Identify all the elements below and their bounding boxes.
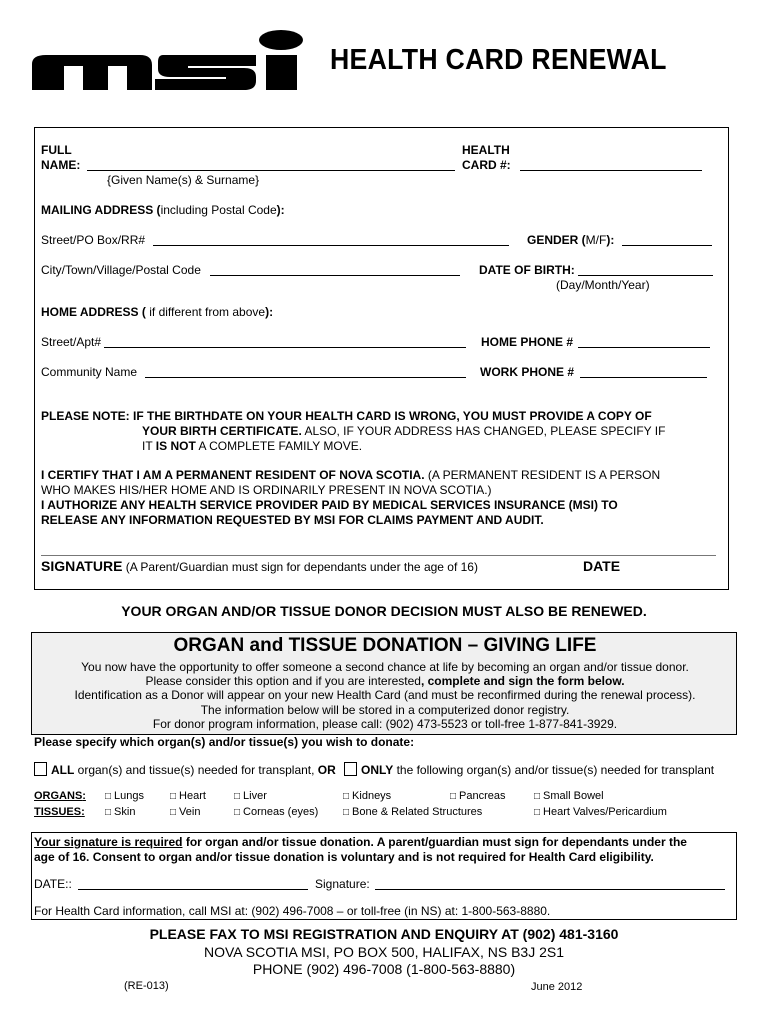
city-field[interactable]	[210, 264, 460, 276]
full-name-field[interactable]	[87, 159, 455, 171]
note-birth-cert: YOUR BIRTH CERTIFICATE.	[142, 424, 302, 438]
heart-label: Heart	[179, 790, 206, 802]
street-po-label: Street/PO Box/RR#	[41, 233, 146, 247]
donor-renewal-notice: YOUR ORGAN AND/OR TISSUE DONOR DECISION MUST ALSO BE RENEWED.	[121, 603, 647, 619]
consent-date-field[interactable]	[78, 878, 308, 890]
lungs-label: Lungs	[114, 790, 145, 802]
organ-consider: Please consider this option and if you are interested	[145, 674, 421, 688]
signature-required: Your signature is required	[34, 835, 183, 849]
consent-date-label: DATE::	[34, 877, 72, 891]
work-phone-label: WORK PHONE #	[480, 365, 575, 379]
community-label: Community Name	[41, 365, 138, 379]
msi-logo-graphic	[30, 24, 312, 104]
dob-hint: (Day/Month/Year)	[556, 278, 650, 292]
tissues-label-text: TISSUES	[34, 806, 82, 818]
tissue-option-bone[interactable]	[343, 806, 482, 819]
organs-label: ORGANS:	[34, 790, 86, 802]
only-row	[344, 762, 714, 777]
pancreas-label: Pancreas	[459, 790, 506, 802]
organ-box-line-1: You now have the opportunity to offer someone a second chance at life by becoming an organ and/or tissue donor.	[81, 660, 689, 674]
small-bowel-label: Small Bowel	[543, 790, 604, 802]
organ-box-title: ORGAN and TISSUE DONATION – GIVING LIFE	[173, 635, 597, 656]
health-card-field[interactable]	[520, 159, 702, 171]
tissue-option-heart-valves[interactable]	[534, 806, 667, 819]
work-phone-field[interactable]	[580, 366, 707, 378]
form-date: June 2012	[531, 981, 583, 993]
full-name-hint	[107, 173, 259, 187]
home-hint: if different from above	[145, 305, 266, 319]
tissue-option-vein[interactable]	[170, 806, 200, 819]
page-title: HEALTH CARD RENEWAL	[330, 44, 667, 76]
consent-parent: for organ and/or tissue donation. A parent/guardian must sign for dependants under the	[182, 835, 687, 849]
tissue-option-skin[interactable]	[105, 806, 135, 819]
mailing-address-heading	[41, 203, 285, 217]
authorize-line-2: RELEASE ANY INFORMATION REQUESTED BY MSI FOR CLAIMS PAYMENT AND AUDIT.	[41, 513, 544, 527]
signature-line[interactable]	[41, 555, 716, 556]
skin-checkbox-icon: □	[105, 807, 112, 818]
tissues-label: TISSUES:	[34, 806, 85, 818]
organ-option-kidneys[interactable]	[343, 790, 391, 803]
or-label: OR	[317, 763, 336, 777]
note-family: A COMPLETE FAMILY MOVE.	[195, 439, 363, 453]
health-card-info: For Health Card information, call MSI at: (902) 496-7008 – or toll-free (in NS) at: 1-800-563-8880.	[34, 904, 551, 918]
full-name-label-2: NAME:	[41, 158, 81, 172]
only-checkbox[interactable]	[344, 762, 357, 776]
home-phone-field[interactable]	[578, 336, 710, 348]
note-line-1: PLEASE NOTE: IF THE BIRTHDATE ON YOUR HEALTH CARD IS WRONG, YOU MUST PROVIDE A COPY OF	[41, 409, 652, 423]
pancreas-checkbox-icon: □	[450, 791, 457, 802]
heart-checkbox-icon: □	[170, 791, 177, 802]
corneas-label: Corneas (eyes)	[243, 806, 319, 818]
vein-label: Vein	[179, 806, 201, 818]
note-it: IT	[142, 439, 156, 453]
home-phone-label: HOME PHONE #	[481, 335, 574, 349]
small-bowel-checkbox-icon: □	[534, 791, 541, 802]
consent-line-2: age of 16. Consent to organ and/or tissue donation is voluntary and is not required for Health Card eligibility.	[34, 850, 654, 864]
community-field[interactable]	[145, 366, 466, 378]
gender-field[interactable]	[622, 234, 712, 246]
liver-label: Liver	[243, 790, 267, 802]
street-po-field[interactable]	[153, 234, 509, 246]
street-apt-label: Street/Apt#	[41, 335, 102, 349]
organ-option-pancreas[interactable]	[450, 790, 506, 803]
organ-box-line-4: The information below will be stored in a computerized donor registry.	[200, 703, 570, 717]
gender-label-text: GENDER (	[527, 233, 586, 247]
all-text: organ(s) and tissue(s) needed for transplant,	[74, 763, 318, 777]
signature-hint: (A Parent/Guardian must sign for dependants under the age of 16)	[122, 560, 478, 574]
certify-definition: (A PERMANENT RESIDENT IS A PERSON	[424, 468, 661, 482]
mailing-close: ):	[276, 203, 285, 217]
bone-label: Bone & Related Structures	[352, 806, 483, 818]
only-label: ONLY	[361, 763, 394, 777]
note-address: ALSO, IF YOUR ADDRESS HAS CHANGED, PLEASE SPECIFY IF	[301, 424, 666, 438]
home-close: ):	[265, 305, 274, 319]
full-name-label-1: FULL	[41, 143, 72, 157]
gender-label	[527, 233, 614, 247]
certify-line-1	[41, 468, 660, 482]
dob-field[interactable]	[578, 264, 713, 276]
dob-label: DATE OF BIRTH:	[479, 263, 575, 277]
fax-instruction: PLEASE FAX TO MSI REGISTRATION AND ENQUIRY AT (902) 481-3160	[149, 926, 619, 942]
mailing-hint: including Postal Code	[160, 203, 277, 217]
note-is-not: IS NOT	[155, 439, 196, 453]
corneas-checkbox-icon: □	[234, 807, 241, 818]
all-only-row	[34, 762, 336, 777]
organ-box-line-5: For donor program information, please call: (902) 473-5523 or toll-free 1-877-841-3929.	[152, 717, 618, 731]
kidneys-checkbox-icon: □	[343, 791, 350, 802]
organ-option-liver[interactable]	[234, 790, 267, 803]
phone-footer: PHONE (902) 496-7008 (1-800-563-8880)	[252, 961, 516, 977]
city-label: City/Town/Village/Postal Code	[41, 263, 201, 277]
all-label: ALL	[51, 763, 75, 777]
form-code: (RE-013)	[124, 980, 169, 992]
health-card-label-2: CARD #:	[462, 158, 511, 172]
consent-line-1	[34, 835, 687, 849]
organ-complete: , complete and sign the form below.	[420, 674, 625, 688]
name-hint-text: Given Name(s) & Surname}	[111, 173, 260, 187]
liver-checkbox-icon: □	[234, 791, 241, 802]
home-label: HOME ADDRESS (	[41, 305, 146, 319]
heart-valves-label: Heart Valves/Pericardium	[543, 806, 667, 818]
consent-signature-label: Signature:	[315, 877, 370, 891]
health-card-label-1: HEALTH	[462, 143, 510, 157]
vein-checkbox-icon: □	[170, 807, 177, 818]
street-apt-field[interactable]	[104, 336, 466, 348]
mailing-label: MAILING ADDRESS (	[41, 203, 161, 217]
only-text: the following organ(s) and/or tissue(s) needed for transplant	[393, 763, 715, 777]
organ-box-line-2	[32, 674, 738, 688]
organs-label-text: ORGANS	[34, 790, 83, 802]
authorize-line-1: I AUTHORIZE ANY HEALTH SERVICE PROVIDER PAID BY MEDICAL SERVICES INSURANCE (MSI) TO	[41, 498, 618, 512]
msi-logo	[30, 24, 312, 104]
note-line-2	[142, 424, 665, 438]
note-line-3	[142, 439, 362, 453]
bone-checkbox-icon: □	[343, 807, 350, 818]
certify-statement: I CERTIFY THAT I AM A PERMANENT RESIDENT OF NOVA SCOTIA.	[41, 468, 425, 482]
specify-instruction: Please specify which organ(s) and/or tissue(s) you wish to donate:	[34, 735, 415, 749]
mailing-address-footer: NOVA SCOTIA MSI, PO BOX 500, HALIFAX, NS B3J 2S1	[204, 944, 564, 960]
home-address-heading	[41, 305, 273, 319]
organ-donation-info-box	[31, 632, 737, 735]
organ-option-heart[interactable]	[170, 790, 206, 803]
signature-label: SIGNATURE	[41, 558, 123, 574]
kidneys-label: Kidneys	[352, 790, 392, 802]
skin-label: Skin	[114, 806, 136, 818]
gender-close: ):	[606, 233, 615, 247]
signature-label-row	[41, 558, 478, 576]
gender-hint: M/F	[585, 233, 607, 247]
organ-option-small-bowel[interactable]	[534, 790, 604, 803]
tissue-option-corneas[interactable]	[234, 806, 318, 819]
consent-signature-field[interactable]	[375, 878, 725, 890]
organ-option-lungs[interactable]	[105, 790, 144, 803]
certify-line-2: WHO MAKES HIS/HER HOME AND IS ORDINARILY PRESENT IN NOVA SCOTIA.)	[41, 483, 492, 497]
organ-box-line-3: Identification as a Donor will appear on your new Health Card (and must be reconfirmed during the renewal process).	[74, 688, 696, 702]
date-label: DATE	[583, 558, 621, 574]
heart-valves-checkbox-icon: □	[534, 807, 541, 818]
all-checkbox[interactable]	[34, 762, 47, 776]
lungs-checkbox-icon: □	[105, 791, 112, 802]
name-hint-brace: {	[107, 173, 112, 187]
